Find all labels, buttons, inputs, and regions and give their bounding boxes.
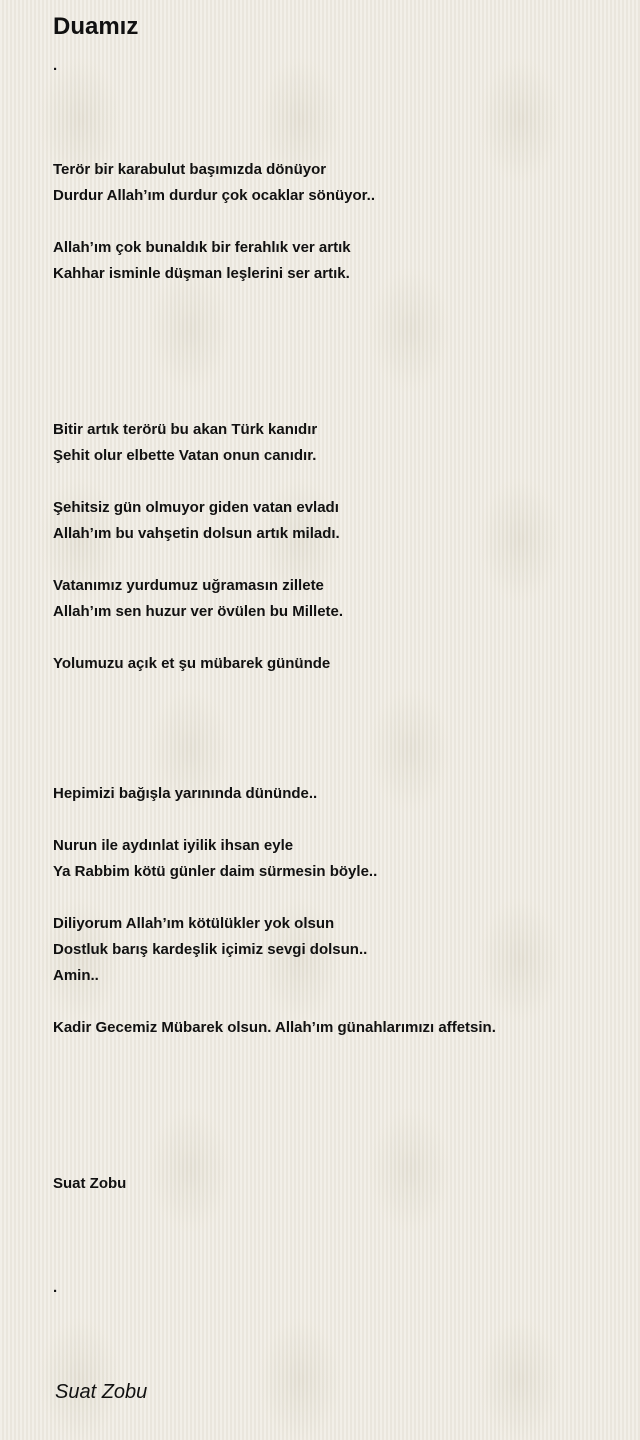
poem-title: Duamız [53,13,139,40]
author-signature: Suat Zobu [55,1381,148,1403]
poem-body: . Terör bir karabulut başımızda dönüyor Durdur Allah’ım durdur çok ocaklar sönüyor.. Allah’ım çok bunaldık bir ferahlık ver artık Kahhar isminle düşman leşlerini ser artık. Bitir artık terörü bu akan Türk kanıdır Şehit olur elbette Vatan onun canıdır. Şehitsiz gün olmuyor giden vatan evladı Allah’ım bu vahşetin dolsun artık miladı. Vatanımız yurdumuz uğramasın zillete Allah’ım sen huzur ver övülen bu Millete. Yolumuzu açık et şu mübarek gününde Hepimizi bağışla yarınında dününde.. Nurun ile aydınlat iyilik ihsan eyle Ya Rabbim kötü günler daim sürmesin böyle.. Diliyorum Allah’ım kötülükler yok olsun Dostluk barış kardeşlik içimiz sevgi dolsun.. Amin.. Kadir Gecemiz Mübarek olsun. Allah’ım günahlarımızı affetsin. Suat Zobu . [53,57,496,1296]
